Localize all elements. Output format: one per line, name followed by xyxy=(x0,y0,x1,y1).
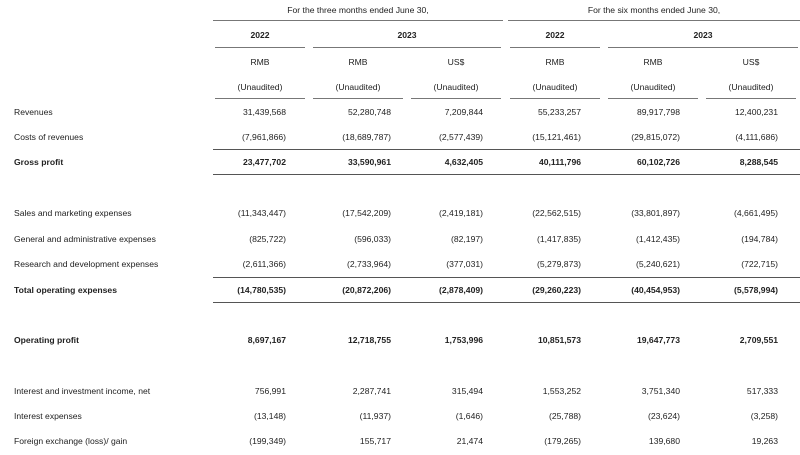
table-row xyxy=(0,259,800,273)
table-cell: 155,717 xyxy=(359,436,391,446)
audit-status-header: (Unaudited) xyxy=(433,82,479,92)
table-cell: (17,542,209) xyxy=(342,208,391,218)
table-cell: 23,477,702 xyxy=(242,157,286,167)
table-row xyxy=(0,411,800,425)
period-divider-six-months xyxy=(508,20,800,21)
row-label: Interest expenses xyxy=(14,411,82,421)
year-divider xyxy=(510,47,600,48)
table-cell: 55,233,257 xyxy=(537,107,581,117)
table-cell: (13,148) xyxy=(253,411,286,421)
table-cell: 756,991 xyxy=(254,386,286,396)
table-row xyxy=(0,157,800,171)
table-cell: 2,709,551 xyxy=(739,335,778,345)
subtotal-rule xyxy=(213,174,800,175)
table-cell: 52,280,748 xyxy=(347,107,391,117)
table-cell: (22,562,515) xyxy=(532,208,581,218)
table-cell: (5,279,873) xyxy=(537,259,581,269)
header-divider xyxy=(706,98,796,99)
table-cell: (2,419,181) xyxy=(439,208,483,218)
currency-header: RMB xyxy=(643,57,663,67)
currency-header: RMB xyxy=(545,57,565,67)
table-cell: (2,577,439) xyxy=(439,132,483,142)
table-cell: (5,240,621) xyxy=(636,259,680,269)
header-divider xyxy=(313,98,403,99)
table-cell: 3,751,340 xyxy=(641,386,680,396)
table-cell: (2,878,409) xyxy=(439,285,483,295)
year-divider xyxy=(215,47,305,48)
table-cell: (11,343,447) xyxy=(237,208,286,218)
table-cell: 315,494 xyxy=(451,386,483,396)
table-cell: (7,961,866) xyxy=(242,132,286,142)
row-label: Costs of revenues xyxy=(14,132,84,142)
table-cell: (3,258) xyxy=(750,411,778,421)
table-cell: (722,715) xyxy=(741,259,778,269)
table-cell: 31,439,568 xyxy=(242,107,286,117)
table-cell: (20,872,206) xyxy=(342,285,391,295)
table-cell: (4,661,495) xyxy=(734,208,778,218)
table-cell: (18,689,787) xyxy=(342,132,391,142)
header-divider xyxy=(510,98,600,99)
table-row xyxy=(0,386,800,400)
table-cell: 12,718,755 xyxy=(347,335,391,345)
table-cell: 4,632,405 xyxy=(444,157,483,167)
period-header-three-months: For the three months ended June 30, xyxy=(287,5,429,15)
table-row xyxy=(0,107,800,121)
row-label: General and administrative expenses xyxy=(14,234,156,244)
currency-header: RMB xyxy=(250,57,270,67)
year-header: 2023 xyxy=(397,30,417,40)
currency-header: RMB xyxy=(348,57,368,67)
audit-status-header: (Unaudited) xyxy=(728,82,774,92)
table-row xyxy=(0,335,800,349)
table-cell: 60,102,726 xyxy=(636,157,680,167)
table-cell: 89,917,798 xyxy=(636,107,680,117)
subtotal-rule xyxy=(213,149,800,150)
row-label: Revenues xyxy=(14,107,53,117)
currency-header: US$ xyxy=(742,57,760,67)
table-cell: (199,349) xyxy=(249,436,286,446)
row-label: Interest and investment income, net xyxy=(14,386,151,396)
year-divider xyxy=(608,47,798,48)
table-cell: (1,646) xyxy=(455,411,483,421)
period-header-six-months: For the six months ended June 30, xyxy=(587,5,721,15)
table-cell: (2,733,964) xyxy=(347,259,391,269)
table-cell: 517,333 xyxy=(746,386,778,396)
table-cell: (23,624) xyxy=(647,411,680,421)
table-cell: 40,111,796 xyxy=(538,157,581,167)
table-cell: 8,697,167 xyxy=(247,335,286,345)
table-cell: (1,417,835) xyxy=(537,234,581,244)
table-cell: 7,209,844 xyxy=(444,107,483,117)
table-cell: (596,033) xyxy=(354,234,391,244)
row-label: Operating profit xyxy=(14,335,79,345)
table-cell: 2,287,741 xyxy=(352,386,391,396)
table-cell: (2,611,366) xyxy=(242,259,286,269)
table-cell: 21,474 xyxy=(456,436,483,446)
audit-status-header: (Unaudited) xyxy=(335,82,381,92)
table-cell: 139,680 xyxy=(648,436,680,446)
table-row xyxy=(0,234,800,248)
header-divider xyxy=(411,98,501,99)
table-cell: 19,647,773 xyxy=(636,335,680,345)
row-label: Total operating expenses xyxy=(14,285,117,295)
subtotal-rule xyxy=(213,277,800,278)
table-cell: (4,111,686) xyxy=(735,132,778,142)
table-cell: (179,265) xyxy=(544,436,581,446)
table-cell: (5,578,994) xyxy=(734,285,778,295)
table-cell: (14,780,535) xyxy=(237,285,286,295)
table-cell: (377,031) xyxy=(446,259,483,269)
table-cell: (1,412,435) xyxy=(636,234,680,244)
table-cell: (82,197) xyxy=(450,234,483,244)
table-cell: 19,263 xyxy=(751,436,778,446)
table-cell: (29,260,223) xyxy=(532,285,581,295)
table-cell: 1,553,252 xyxy=(542,386,581,396)
audit-status-header: (Unaudited) xyxy=(630,82,676,92)
row-label: Research and development expenses xyxy=(14,259,159,269)
row-label: Gross profit xyxy=(14,157,64,167)
table-cell: (825,722) xyxy=(249,234,286,244)
audit-status-header: (Unaudited) xyxy=(237,82,283,92)
table-cell: 10,851,573 xyxy=(537,335,581,345)
subtotal-rule xyxy=(213,302,800,303)
table-cell: (15,121,461) xyxy=(532,132,581,142)
header-divider xyxy=(608,98,698,99)
table-row xyxy=(0,208,800,222)
table-cell: (33,801,897) xyxy=(631,208,680,218)
table-cell: (25,788) xyxy=(548,411,581,421)
currency-header: US$ xyxy=(447,57,465,67)
row-label: Sales and marketing expenses xyxy=(14,208,132,218)
period-divider-three-months xyxy=(213,20,503,21)
header-divider xyxy=(215,98,305,99)
table-cell: (29,815,072) xyxy=(631,132,680,142)
table-row xyxy=(0,436,800,450)
table-cell: 12,400,231 xyxy=(734,107,778,117)
row-label: Foreign exchange (loss)/ gain xyxy=(14,436,128,446)
table-cell: (194,784) xyxy=(741,234,778,244)
table-row xyxy=(0,132,800,146)
year-header: 2022 xyxy=(250,30,270,40)
year-divider xyxy=(313,47,501,48)
table-cell: (40,454,953) xyxy=(631,285,680,295)
table-cell: 33,590,961 xyxy=(347,157,391,167)
table-cell: (11,937) xyxy=(359,411,391,421)
year-header: 2022 xyxy=(545,30,565,40)
table-cell: 1,753,996 xyxy=(444,335,483,345)
audit-status-header: (Unaudited) xyxy=(532,82,578,92)
table-row xyxy=(0,285,800,299)
year-header: 2023 xyxy=(693,30,713,40)
table-cell: 8,288,545 xyxy=(739,157,778,167)
